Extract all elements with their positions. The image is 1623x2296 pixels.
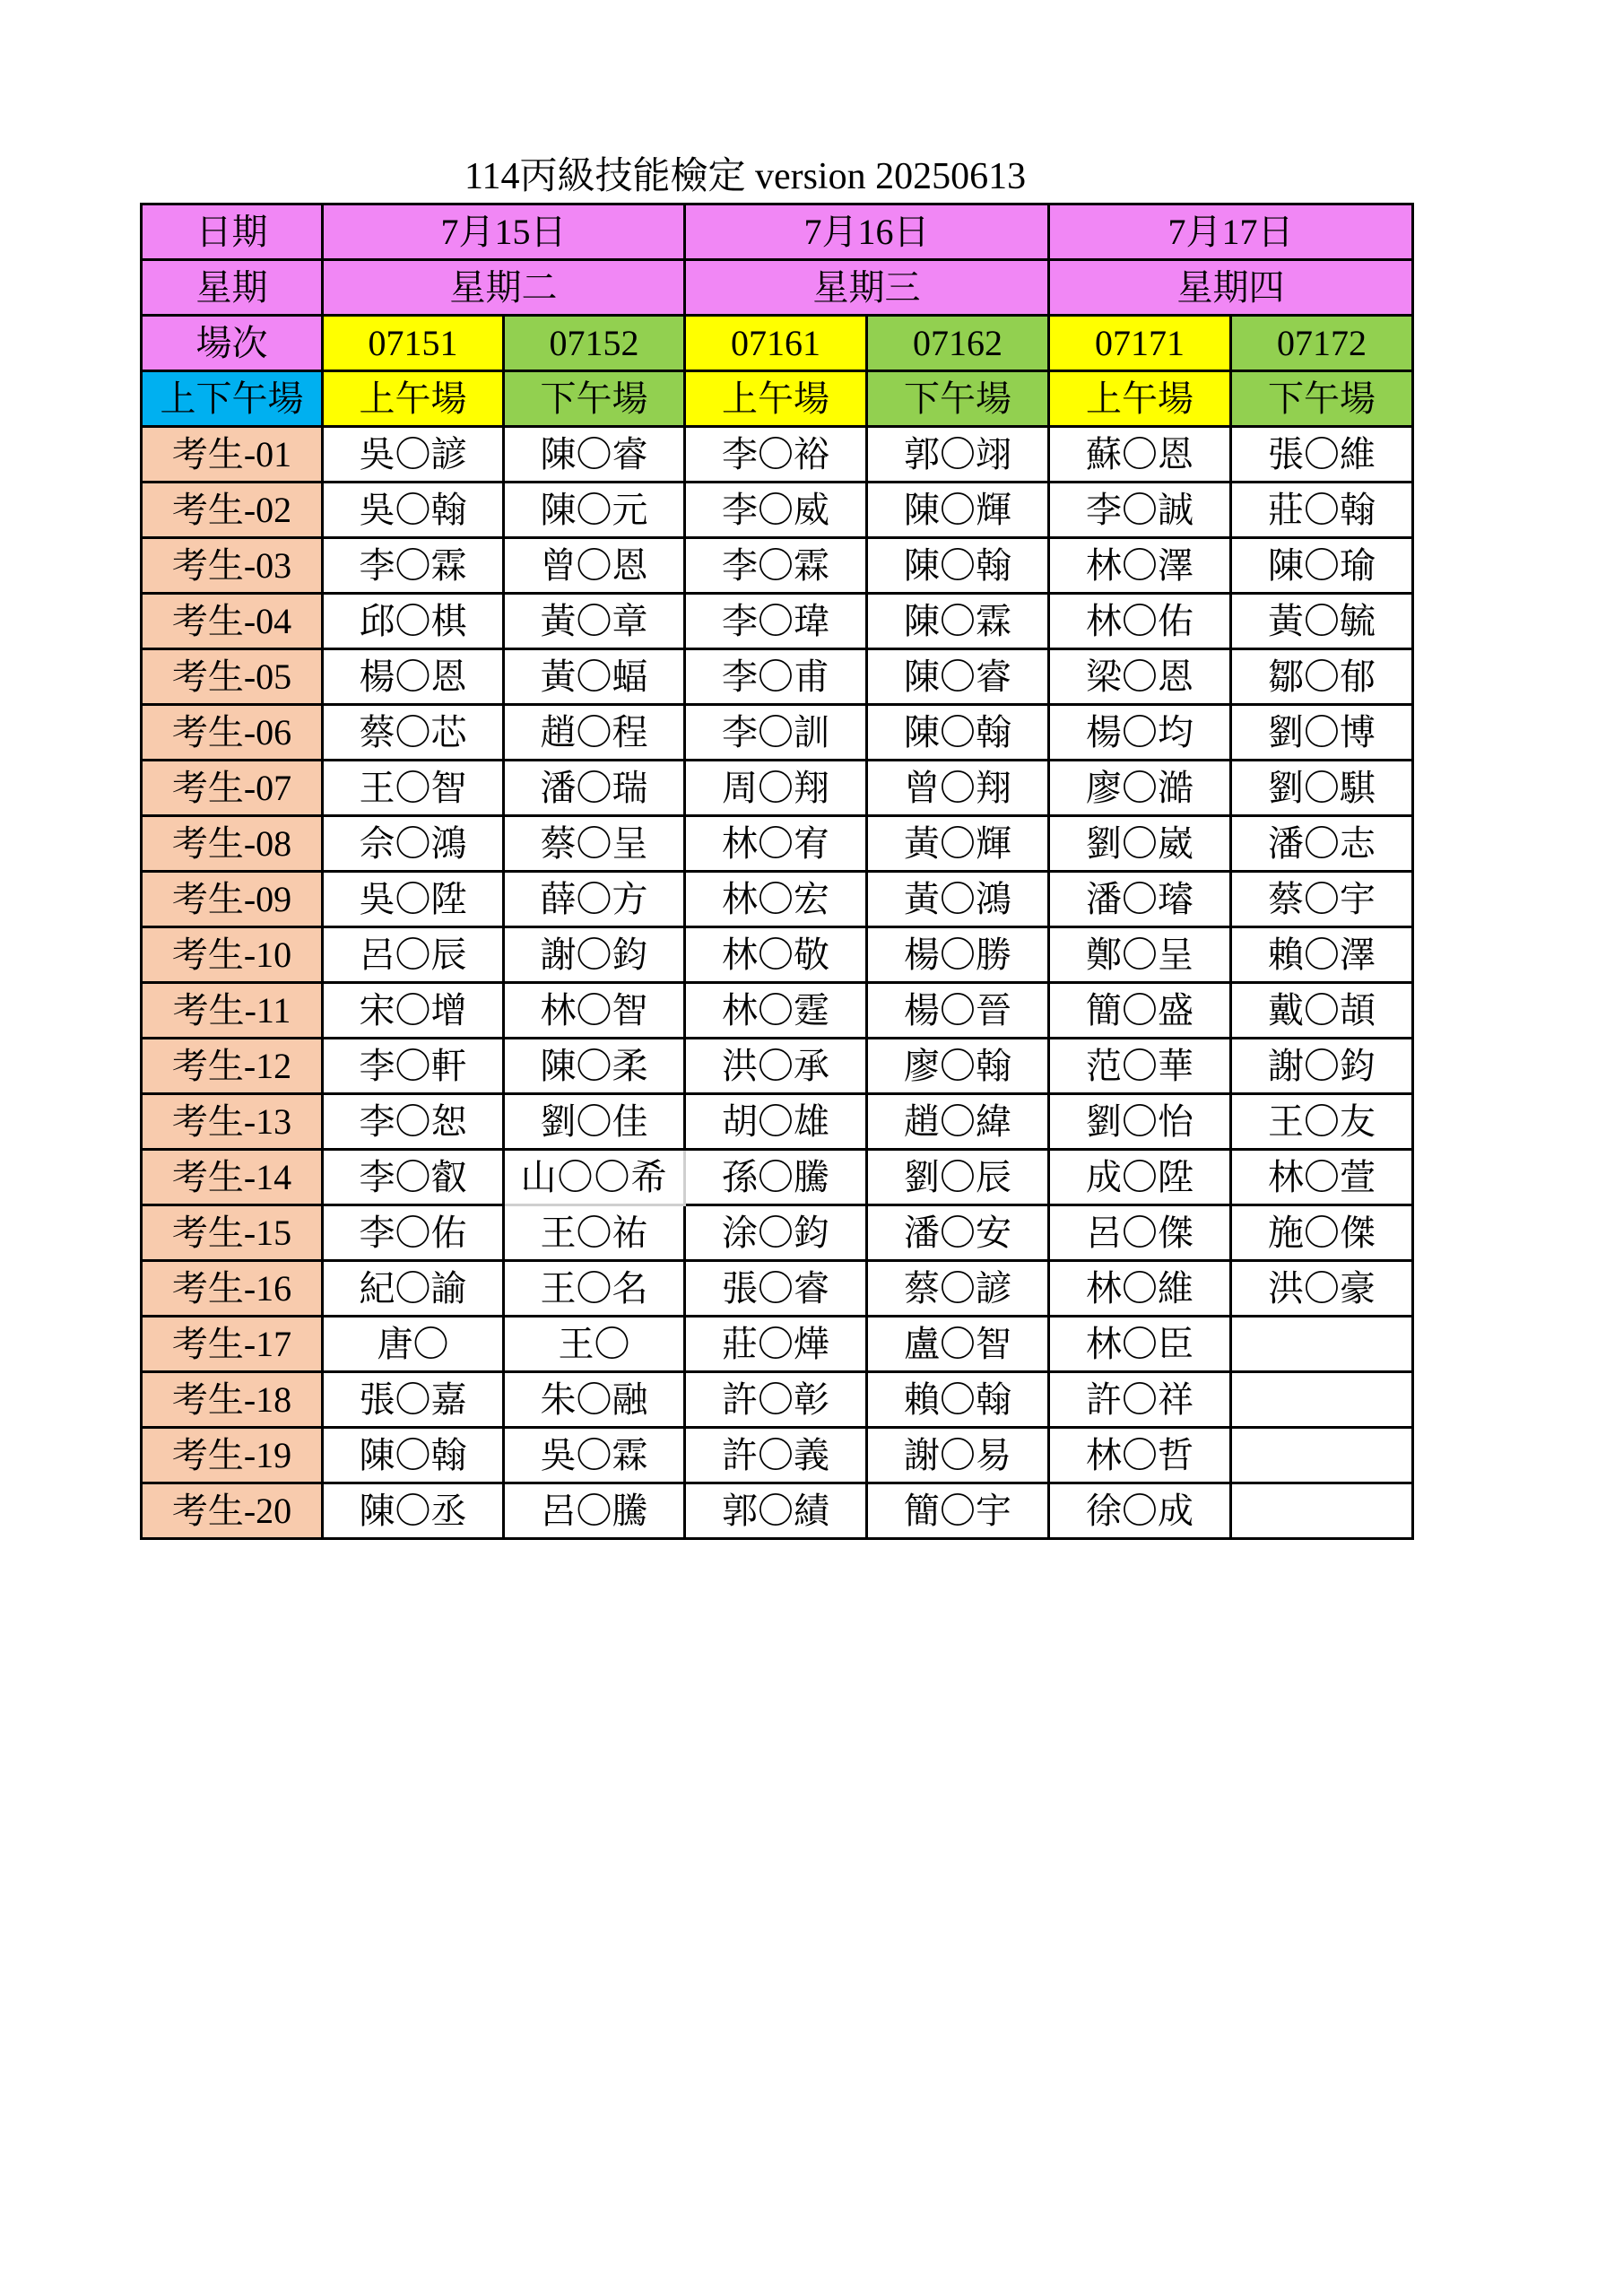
weekday-row xyxy=(142,260,1413,316)
table-row xyxy=(142,1039,1413,1094)
candidate-name-cell: 張〇嘉 xyxy=(323,1372,504,1428)
period-header: 上午場 xyxy=(1049,371,1231,427)
candidate-name-cell: 陳〇元 xyxy=(504,483,685,538)
candidate-name-cell: 黃〇輝 xyxy=(867,816,1049,872)
candidate-name-cell: 洪〇承 xyxy=(685,1039,867,1094)
candidate-name-cell: 李〇霖 xyxy=(323,538,504,594)
candidate-name-cell: 王〇 xyxy=(504,1317,685,1372)
candidate-name-cell: 趙〇緯 xyxy=(867,1094,1049,1150)
candidate-name-cell: 劉〇騏 xyxy=(1231,761,1413,816)
candidate-name-cell: 洪〇豪 xyxy=(1231,1261,1413,1317)
period-header: 下午場 xyxy=(504,371,685,427)
period-header: 下午場 xyxy=(1231,371,1413,427)
table-row xyxy=(142,816,1413,872)
candidate-label: 考生-04 xyxy=(142,594,323,649)
candidate-name-cell: 潘〇安 xyxy=(867,1205,1049,1261)
candidate-name-cell: 李〇威 xyxy=(685,483,867,538)
candidate-name-cell: 紀〇諭 xyxy=(323,1261,504,1317)
candidate-name-cell: 曾〇翔 xyxy=(867,761,1049,816)
candidate-name-cell: 陳〇瑜 xyxy=(1231,538,1413,594)
candidate-name-cell: 鄒〇郁 xyxy=(1231,649,1413,705)
candidate-name-cell: 黃〇毓 xyxy=(1231,594,1413,649)
weekday-header: 星期二 xyxy=(323,260,685,316)
date-label: 日期 xyxy=(142,204,323,260)
candidate-name-cell: 李〇叡 xyxy=(323,1150,504,1205)
candidate-name-cell: 蔡〇呈 xyxy=(504,816,685,872)
table-row xyxy=(142,1428,1413,1483)
table-row xyxy=(142,483,1413,538)
candidate-name-cell: 蘇〇恩 xyxy=(1049,427,1231,483)
candidate-name-cell: 林〇哲 xyxy=(1049,1428,1231,1483)
candidate-name-cell: 佘〇鴻 xyxy=(323,816,504,872)
candidate-name-cell: 李〇佑 xyxy=(323,1205,504,1261)
candidate-name-cell: 吳〇翰 xyxy=(323,483,504,538)
candidate-name-cell: 陳〇睿 xyxy=(867,649,1049,705)
session-code: 07171 xyxy=(1049,316,1231,371)
candidate-name-cell: 廖〇澔 xyxy=(1049,761,1231,816)
candidate-name-cell: 楊〇勝 xyxy=(867,927,1049,983)
candidate-name-cell: 許〇祥 xyxy=(1049,1372,1231,1428)
table-row xyxy=(142,872,1413,927)
candidate-label: 考生-05 xyxy=(142,649,323,705)
candidate-name-cell: 莊〇翰 xyxy=(1231,483,1413,538)
candidate-name-cell: 賴〇翰 xyxy=(867,1372,1049,1428)
candidate-name-cell: 林〇霆 xyxy=(685,983,867,1039)
candidate-name-cell: 張〇維 xyxy=(1231,427,1413,483)
table-row xyxy=(142,927,1413,983)
candidate-name-cell: 陳〇柔 xyxy=(504,1039,685,1094)
candidate-name-cell: 潘〇志 xyxy=(1231,816,1413,872)
candidate-name-cell: 潘〇瑞 xyxy=(504,761,685,816)
candidate-name-cell: 林〇宏 xyxy=(685,872,867,927)
candidate-name-cell: 蔡〇芯 xyxy=(323,705,504,761)
candidate-name-cell: 陳〇霖 xyxy=(867,594,1049,649)
candidate-name-cell xyxy=(1231,1317,1413,1372)
candidate-label: 考生-16 xyxy=(142,1261,323,1317)
candidate-label: 考生-12 xyxy=(142,1039,323,1094)
candidate-name-cell: 周〇翔 xyxy=(685,761,867,816)
candidate-name-cell: 陳〇睿 xyxy=(504,427,685,483)
table-row xyxy=(142,983,1413,1039)
candidate-name-cell: 劉〇怡 xyxy=(1049,1094,1231,1150)
candidate-name-cell: 盧〇智 xyxy=(867,1317,1049,1372)
candidate-name-cell: 鄭〇呈 xyxy=(1049,927,1231,983)
candidate-name-cell: 林〇敬 xyxy=(685,927,867,983)
session-code: 07161 xyxy=(685,316,867,371)
candidate-label: 考生-13 xyxy=(142,1094,323,1150)
period-header: 下午場 xyxy=(867,371,1049,427)
candidate-name-cell: 黃〇章 xyxy=(504,594,685,649)
candidate-name-cell: 林〇宥 xyxy=(685,816,867,872)
session-code: 07172 xyxy=(1231,316,1413,371)
candidate-name-cell: 楊〇晉 xyxy=(867,983,1049,1039)
candidate-name-cell: 郭〇翊 xyxy=(867,427,1049,483)
candidate-name-cell: 王〇智 xyxy=(323,761,504,816)
candidate-name-cell: 曾〇恩 xyxy=(504,538,685,594)
candidate-name-cell: 山〇〇希 xyxy=(504,1150,685,1205)
session-code: 07162 xyxy=(867,316,1049,371)
candidate-label: 考生-03 xyxy=(142,538,323,594)
table-row xyxy=(142,1483,1413,1539)
candidate-name-cell: 王〇祐 xyxy=(504,1205,685,1261)
candidate-name-cell: 施〇傑 xyxy=(1231,1205,1413,1261)
candidate-name-cell: 賴〇澤 xyxy=(1231,927,1413,983)
session-code: 07151 xyxy=(323,316,504,371)
candidate-name-cell: 徐〇成 xyxy=(1049,1483,1231,1539)
candidate-label: 考生-17 xyxy=(142,1317,323,1372)
candidate-label: 考生-09 xyxy=(142,872,323,927)
session-row xyxy=(142,316,1413,371)
candidate-name-cell: 吳〇諺 xyxy=(323,427,504,483)
candidate-name-cell: 陳〇翰 xyxy=(867,538,1049,594)
candidate-name-cell: 李〇訓 xyxy=(685,705,867,761)
candidate-name-cell: 李〇霖 xyxy=(685,538,867,594)
candidate-name-cell: 林〇佑 xyxy=(1049,594,1231,649)
candidate-name-cell: 陳〇翰 xyxy=(867,705,1049,761)
candidate-name-cell: 李〇恕 xyxy=(323,1094,504,1150)
candidate-name-cell: 王〇名 xyxy=(504,1261,685,1317)
candidate-name-cell: 唐〇 xyxy=(323,1317,504,1372)
session-code: 07152 xyxy=(504,316,685,371)
candidate-name-cell: 許〇義 xyxy=(685,1428,867,1483)
table-row xyxy=(142,594,1413,649)
candidate-name-cell: 劉〇佳 xyxy=(504,1094,685,1150)
candidate-label: 考生-18 xyxy=(142,1372,323,1428)
table-row xyxy=(142,538,1413,594)
candidate-name-cell: 成〇陞 xyxy=(1049,1150,1231,1205)
candidate-name-cell: 陳〇翰 xyxy=(323,1428,504,1483)
candidate-name-cell: 張〇睿 xyxy=(685,1261,867,1317)
candidate-label: 考生-15 xyxy=(142,1205,323,1261)
date-header: 7月17日 xyxy=(1049,204,1413,260)
candidate-label: 考生-08 xyxy=(142,816,323,872)
candidate-label: 考生-14 xyxy=(142,1150,323,1205)
page-title: 114丙級技能檢定 version 20250613 xyxy=(464,156,1027,197)
candidate-name-cell: 簡〇盛 xyxy=(1049,983,1231,1039)
weekday-label: 星期 xyxy=(142,260,323,316)
table-row xyxy=(142,761,1413,816)
candidate-label: 考生-19 xyxy=(142,1428,323,1483)
candidate-name-cell xyxy=(1231,1372,1413,1428)
candidate-name-cell: 涂〇鈞 xyxy=(685,1205,867,1261)
period-row xyxy=(142,371,1413,427)
session-label: 場次 xyxy=(142,316,323,371)
weekday-header: 星期三 xyxy=(685,260,1049,316)
candidate-name-cell: 楊〇均 xyxy=(1049,705,1231,761)
candidate-name-cell: 謝〇易 xyxy=(867,1428,1049,1483)
candidate-label: 考生-20 xyxy=(142,1483,323,1539)
candidate-name-cell: 許〇彰 xyxy=(685,1372,867,1428)
candidate-name-cell xyxy=(1231,1483,1413,1539)
candidate-name-cell: 林〇萱 xyxy=(1231,1150,1413,1205)
table-row xyxy=(142,1205,1413,1261)
candidate-name-cell: 謝〇鈞 xyxy=(504,927,685,983)
candidate-label: 考生-10 xyxy=(142,927,323,983)
candidate-name-cell: 范〇華 xyxy=(1049,1039,1231,1094)
candidate-name-cell: 黃〇鴻 xyxy=(867,872,1049,927)
candidate-name-cell: 林〇澤 xyxy=(1049,538,1231,594)
candidate-name-cell: 趙〇程 xyxy=(504,705,685,761)
candidate-name-cell: 林〇維 xyxy=(1049,1261,1231,1317)
candidate-name-cell: 胡〇雄 xyxy=(685,1094,867,1150)
candidate-name-cell: 邱〇棋 xyxy=(323,594,504,649)
date-header: 7月16日 xyxy=(685,204,1049,260)
table-row xyxy=(142,1150,1413,1205)
candidate-name-cell: 戴〇頡 xyxy=(1231,983,1413,1039)
candidate-name-cell: 黃〇蝠 xyxy=(504,649,685,705)
table-row xyxy=(142,1372,1413,1428)
candidate-name-cell: 薛〇方 xyxy=(504,872,685,927)
candidate-name-cell: 呂〇傑 xyxy=(1049,1205,1231,1261)
candidate-name-cell: 郭〇績 xyxy=(685,1483,867,1539)
period-header: 上午場 xyxy=(323,371,504,427)
candidate-name-cell: 潘〇璿 xyxy=(1049,872,1231,927)
candidate-name-cell: 劉〇辰 xyxy=(867,1150,1049,1205)
candidate-name-cell: 吳〇陞 xyxy=(323,872,504,927)
candidate-label: 考生-07 xyxy=(142,761,323,816)
candidate-name-cell xyxy=(1231,1428,1413,1483)
table-row xyxy=(142,427,1413,483)
candidate-name-cell: 林〇智 xyxy=(504,983,685,1039)
candidate-name-cell: 李〇瑋 xyxy=(685,594,867,649)
candidate-name-cell: 梁〇恩 xyxy=(1049,649,1231,705)
candidate-name-cell: 朱〇融 xyxy=(504,1372,685,1428)
candidate-name-cell: 李〇軒 xyxy=(323,1039,504,1094)
weekday-header: 星期四 xyxy=(1049,260,1413,316)
exam-schedule-table xyxy=(140,203,1414,1540)
candidate-name-cell: 廖〇翰 xyxy=(867,1039,1049,1094)
candidate-name-cell: 蔡〇諺 xyxy=(867,1261,1049,1317)
candidate-name-cell: 楊〇恩 xyxy=(323,649,504,705)
candidate-name-cell: 宋〇增 xyxy=(323,983,504,1039)
table-row xyxy=(142,705,1413,761)
candidate-name-cell: 李〇裕 xyxy=(685,427,867,483)
period-header: 上午場 xyxy=(685,371,867,427)
candidate-name-cell: 呂〇辰 xyxy=(323,927,504,983)
date-header: 7月15日 xyxy=(323,204,685,260)
date-row xyxy=(142,204,1413,260)
table-row xyxy=(142,1094,1413,1150)
candidate-name-cell: 謝〇鈞 xyxy=(1231,1039,1413,1094)
table-row xyxy=(142,649,1413,705)
candidate-name-cell: 陳〇丞 xyxy=(323,1483,504,1539)
candidate-label: 考生-01 xyxy=(142,427,323,483)
candidate-name-cell: 劉〇崴 xyxy=(1049,816,1231,872)
candidate-label: 考生-06 xyxy=(142,705,323,761)
candidate-name-cell: 林〇臣 xyxy=(1049,1317,1231,1372)
candidate-name-cell: 李〇甫 xyxy=(685,649,867,705)
candidate-name-cell: 莊〇燁 xyxy=(685,1317,867,1372)
candidate-label: 考生-02 xyxy=(142,483,323,538)
table-row xyxy=(142,1317,1413,1372)
candidate-name-cell: 孫〇騰 xyxy=(685,1150,867,1205)
candidate-name-cell: 劉〇博 xyxy=(1231,705,1413,761)
candidate-name-cell: 簡〇宇 xyxy=(867,1483,1049,1539)
candidate-label: 考生-11 xyxy=(142,983,323,1039)
period-label: 上下午場 xyxy=(142,371,323,427)
candidate-name-cell: 陳〇輝 xyxy=(867,483,1049,538)
candidate-name-cell: 蔡〇宇 xyxy=(1231,872,1413,927)
candidate-name-cell: 呂〇騰 xyxy=(504,1483,685,1539)
candidate-name-cell: 李〇誠 xyxy=(1049,483,1231,538)
candidate-name-cell: 吳〇霖 xyxy=(504,1428,685,1483)
candidate-name-cell: 王〇友 xyxy=(1231,1094,1413,1150)
table-row xyxy=(142,1261,1413,1317)
candidate-rows xyxy=(142,427,1413,1539)
